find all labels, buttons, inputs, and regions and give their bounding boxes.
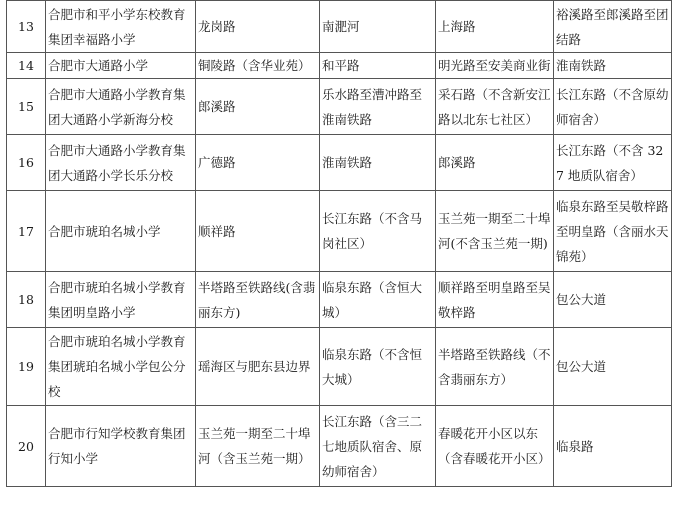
- boundary-south: 临泉东路（含恒大城）: [320, 272, 436, 328]
- table-row: [7, 1, 672, 53]
- row-number: 20: [7, 406, 46, 487]
- row-number: 13: [7, 1, 46, 53]
- table-row: [7, 79, 672, 135]
- school-name: 合肥市琥珀名城小学教育集团明皇路小学: [46, 272, 196, 328]
- boundary-south: 南淝河: [320, 1, 436, 53]
- boundary-east: 上海路: [436, 1, 554, 53]
- row-number: 14: [7, 53, 46, 79]
- school-name: 合肥市行知学校教育集团行知小学: [46, 406, 196, 487]
- school-name: 合肥市大通路小学教育集团大通路小学新海分校: [46, 79, 196, 135]
- row-number: 18: [7, 272, 46, 328]
- boundary-east: 春暖花开小区以东（含春暖花开小区）: [436, 406, 554, 487]
- boundary-west: 广德路: [196, 135, 320, 191]
- boundary-west: 郎溪路: [196, 79, 320, 135]
- boundary-west: 龙岗路: [196, 1, 320, 53]
- row-number: 15: [7, 79, 46, 135]
- row-number: 19: [7, 328, 46, 406]
- boundary-north: 长江东路（不含原幼师宿舍）: [554, 79, 672, 135]
- boundary-north: 临泉路: [554, 406, 672, 487]
- boundary-south: 临泉东路（不含恒大城）: [320, 328, 436, 406]
- school-name: 合肥市大通路小学教育集团大通路小学长乐分校: [46, 135, 196, 191]
- school-district-table: [6, 0, 672, 487]
- school-name: 合肥市琥珀名城小学: [46, 191, 196, 272]
- boundary-west: 顺祥路: [196, 191, 320, 272]
- boundary-north: 裕溪路至郎溪路至团结路: [554, 1, 672, 53]
- boundary-north: 包公大道: [554, 328, 672, 406]
- boundary-north: 包公大道: [554, 272, 672, 328]
- row-number: 17: [7, 191, 46, 272]
- table-row: [7, 135, 672, 191]
- boundary-south: 和平路: [320, 53, 436, 79]
- boundary-south: 淮南铁路: [320, 135, 436, 191]
- school-name: 合肥市和平小学东校教育集团幸福路小学: [46, 1, 196, 53]
- school-name: 合肥市大通路小学: [46, 53, 196, 79]
- boundary-west: 瑶海区与肥东县边界: [196, 328, 320, 406]
- boundary-north: 长江东路（不含 327 地质队宿舍）: [554, 135, 672, 191]
- boundary-east: 采石路（不含新安江路以北东七社区）: [436, 79, 554, 135]
- table-row: [7, 53, 672, 79]
- table-row: [7, 406, 672, 487]
- row-number: 16: [7, 135, 46, 191]
- table-row: [7, 328, 672, 406]
- boundary-east: 顺祥路至明皇路至吴敬梓路: [436, 272, 554, 328]
- table-row: [7, 272, 672, 328]
- table-row: [7, 191, 672, 272]
- boundary-west: 玉兰苑一期至二十埠河（含玉兰苑一期）: [196, 406, 320, 487]
- boundary-south: 乐水路至漕冲路至淮南铁路: [320, 79, 436, 135]
- boundary-west: 铜陵路（含华业苑）: [196, 53, 320, 79]
- boundary-east: 明光路至安美商业街: [436, 53, 554, 79]
- boundary-east: 郎溪路: [436, 135, 554, 191]
- boundary-north: 临泉东路至吴敬梓路至明皇路（含丽水天锦苑）: [554, 191, 672, 272]
- boundary-north: 淮南铁路: [554, 53, 672, 79]
- school-name: 合肥市琥珀名城小学教育集团琥珀名城小学包公分校: [46, 328, 196, 406]
- boundary-east: 玉兰苑一期至二十埠河(不含玉兰苑一期): [436, 191, 554, 272]
- boundary-east: 半塔路至铁路线（不含翡丽东方）: [436, 328, 554, 406]
- boundary-south: 长江东路（含三二七地质队宿舍、原幼师宿舍）: [320, 406, 436, 487]
- boundary-west: 半塔路至铁路线(含翡丽东方): [196, 272, 320, 328]
- boundary-south: 长江东路（不含马岗社区）: [320, 191, 436, 272]
